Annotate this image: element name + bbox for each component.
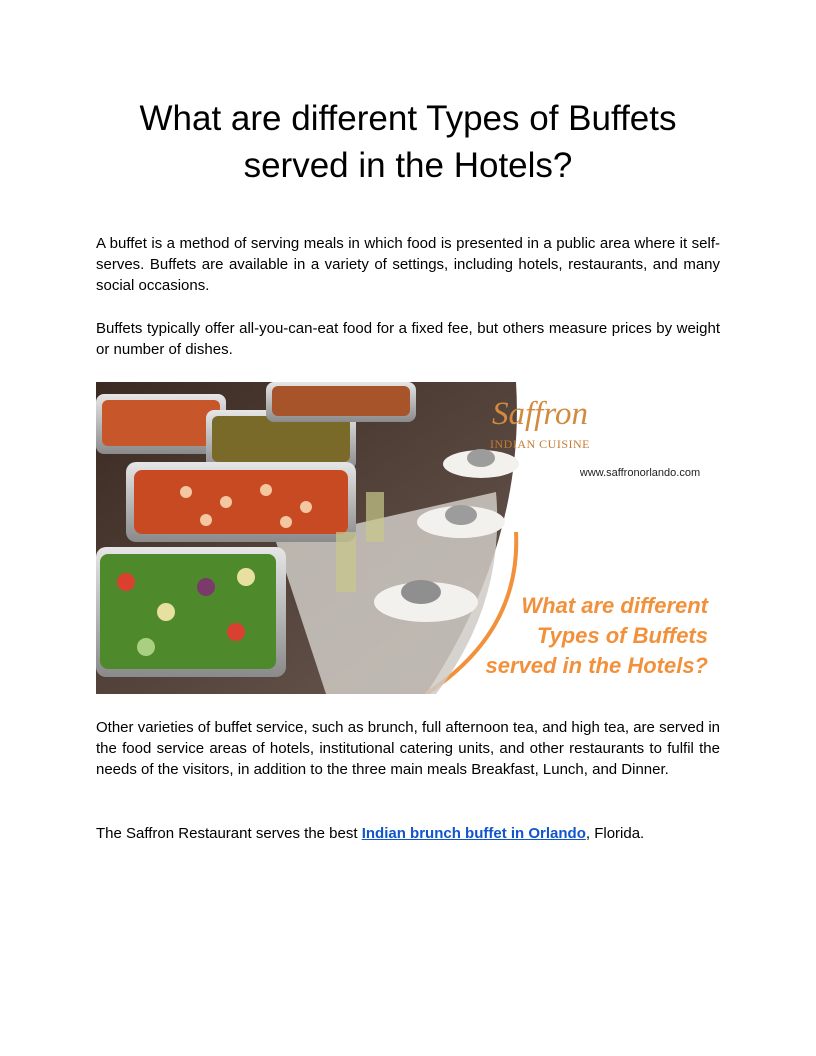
saffron-paragraph xyxy=(96,823,720,844)
banner-heading-line-1: What are different xyxy=(521,593,708,618)
varieties-paragraph: Other varieties of buffet service, such as brunch, full afternoon tea, and high tea, are served in the food service areas of hotels, institutional catering units, and other restaurants to fulfil the needs of the visitors, in addition to the three main meals Breakfast, Lunch, and Dinner. xyxy=(96,719,720,778)
saffron-text-after: , Florida. xyxy=(585,825,645,842)
title-line-2: served in the Hotels? xyxy=(243,146,573,185)
intro-paragraph: A buffet is a method of serving meals in which food is presented in a public area where it self-serves. Buffets are available in a variety of settings, including hotels, restaurants, and many social occasions. xyxy=(96,235,720,294)
title-line-1: What are different Types of Buffets xyxy=(139,99,677,138)
banner-heading xyxy=(450,591,708,681)
page-title xyxy=(96,95,720,189)
saffron-text-before: The Saffron Restaurant serves the best xyxy=(96,825,362,842)
saffron-logo: Saffron xyxy=(492,396,588,432)
saffron-logo-subtitle: INDIAN CUISINE xyxy=(490,437,590,451)
brunch-buffet-link[interactable]: Indian brunch buffet in Orlando xyxy=(361,825,586,842)
pricing-paragraph: Buffets typically offer all-you-can-eat food for a fixed fee, but others measure prices by weight or number of dishes. xyxy=(96,320,720,358)
banner-website-url: www.saffronorlando.com xyxy=(579,467,701,479)
banner-heading-line-3: served in the Hotels? xyxy=(485,653,708,678)
banner-heading-line-2: Types of Buffets xyxy=(536,623,708,648)
